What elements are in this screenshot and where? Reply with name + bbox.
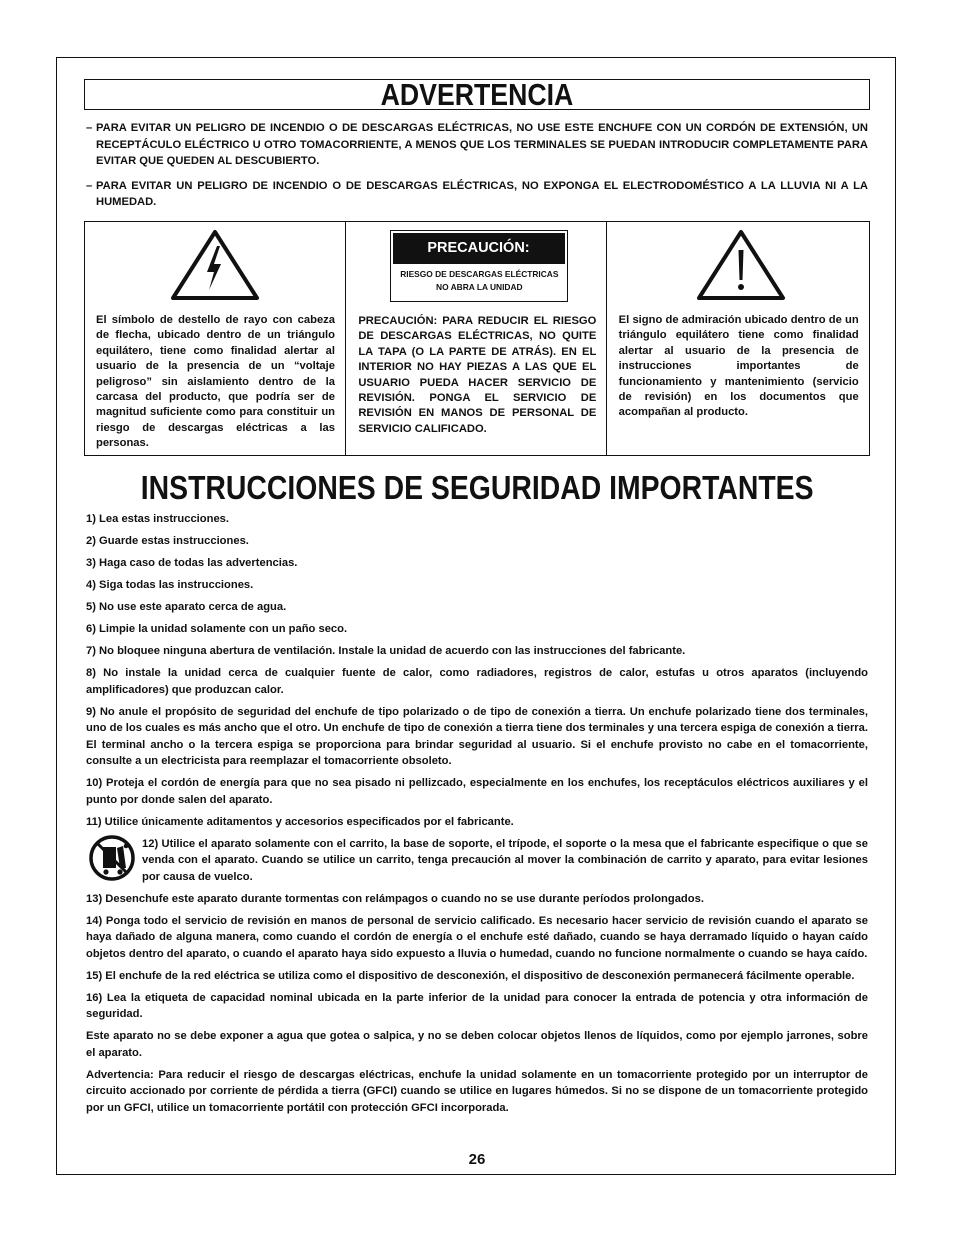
instruction-item-text: 12) Utilice el aparato solamente con el carrito, la base de soporte, el trípode, el soporte o la mesa que el fabricante especifique o que se venda con el aparato. Cuando se utilice un carrito, tenga precaución al mover la combinación de carrito y aparato, para evitar lesiones por causa de vuelco. [142, 837, 868, 883]
instruction-item: 2) Guarde estas instrucciones. [86, 535, 249, 547]
instruction-item: 11) Utilice únicamente aditamentos y accesorios especificados por el fabricante. [86, 815, 514, 828]
caution-label-box [390, 230, 568, 302]
warning-title: ADVERTENCIA [380, 77, 574, 112]
cart-tip-over-icon [86, 834, 138, 882]
exclamation-symbol-text: El signo de admiración ubicado dentro de un triángulo equilátero tiene como finalidad alertar al usuario de la presencia de instrucciones importantes de funcionamiento y mantenimiento (servicio de revisión) en los documentos que acompañan al producto. [618, 314, 859, 419]
instruction-item: 3) Haga caso de todas las advertencias. [86, 557, 298, 569]
instruction-item: 1) Lea estas instrucciones. [86, 513, 230, 525]
water-note: Este aparato no se debe exponer a agua que gotea o salpica, y no se deben colocar objetos llenos de líquidos, como por ejemplo jarrones, sobre el aparato. [86, 1030, 868, 1059]
instruction-item: 10) Proteja el cordón de energía para que no sea pisado ni pellizcado, especialmente en los enchufes, los receptáculos eléctricos auxiliares y el punto por donde salen del aparato. [86, 777, 868, 806]
instruction-item: 14) Ponga todo el servicio de revisión en manos de personal de servicio calificado. Es necesario hacer servicio de revisión cuando el aparato se haya dañado de alguna manera, como cuando el cordón de energía o el enchufe esté dañado, cuando se haya derramado líquido o hayan caído objetos dentro del aparato, o cuando el aparato haya sido expuesto a lluvia o humedad, cuando no funcione normalmente o cuando se haya caído. [86, 914, 868, 960]
instruction-item: 13) Desenchufe este aparato durante tormentas con relámpagos o cuando no se use durante períodos prolongados. [86, 892, 704, 905]
instruction-item: 4) Siga todas las instrucciones. [86, 579, 254, 591]
warning-item-text: PARA EVITAR UN PELIGRO DE INCENDIO O DE DESCARGAS ELÉCTRICAS, NO USE ESTE ENCHUFE CON UN CORDÓN DE EXTENSIÓN, UN RECEPTÁCULO ELÉCTRICO U OTRO TOMACORRIENTE, A MENOS QUE LOS TERMINALES SE PUEDAN INTRODUCIR COMPLETAMENTE PARA EVITAR QUE QUEDEN AL DESCUBIERTO. [96, 122, 868, 167]
warning-list [86, 120, 868, 219]
instruction-item: 9) No anule el propósito de seguridad del enchufe de tipo polarizado o de tipo de conexión a tierra. Un enchufe polarizado tiene dos terminales, uno de los cuales es más ancho que el otro. Un enchufe de tipo de conexión a tierra tiene dos terminales y una tercera espiga de conexión a tierra. El terminal ancho o la tercera espiga se proporciona para brindar seguridad al usuario. Si el enchufe provisto no cabe en el tomacorriente, consulte a un electricista para reemplazar el tomacorriente obsoleto. [86, 705, 868, 767]
lightning-symbol-cell [85, 222, 345, 455]
caution-label: PRECAUCIÓN: [393, 233, 565, 264]
instruction-item: 5) No use este aparato cerca de agua. [86, 601, 287, 613]
caution-sub-line: NO ABRA LA UNIDAD [436, 281, 523, 292]
caution-text: PRECAUCIÓN: PARA REDUCIR EL RIESGO DE DESCARGAS ELÉCTRICAS, NO QUITE LA TAPA (O LA PARTE DE ATRÁS). EN EL INTERIOR NO HAY PIEZAS A LAS QUE EL USUARIO PUEDA HACER SERVICIO DE REVISIÓN. PONGA EL SERVICIO DE REVISIÓN EN MANOS DE PERSONAL DE SERVICIO CALIFICADO. [358, 315, 597, 435]
instructions-title: INSTRUCCIONES DE SEGURIDAD IMPORTANTES [140, 469, 814, 506]
instructions-list [86, 511, 868, 1122]
instruction-item: 16) Lea la etiqueta de capacidad nominal ubicada en la parte inferior de la unidad para conocer la entrada de potencia y otra información de seguridad. [86, 991, 868, 1020]
warning-item: – PARA EVITAR UN PELIGRO DE INCENDIO O DE DESCARGAS ELÉCTRICAS, NO USE ESTE ENCHUFE CON UN CORDÓN DE EXTENSIÓN, UN RECEPTÁCULO ELÉCTRICO U OTRO TOMACORRIENTE, A MENOS QUE LOS TERMINALES SE PUEDAN INTRODUCIR COMPLETAMENTE PARA EVITAR QUE QUEDEN AL DESCUBIERTO. [86, 120, 868, 170]
lightning-symbol-text: El símbolo de destello de rayo con cabeza de flecha, ubicado dentro de un triángulo equilátero, tiene como finalidad alertar al usuario de la presencia de un “voltaje peligroso” sin aislamiento dentro de la carcasa del producto, que podría ser de magnitud suficiente como para constituir un riesgo de descargas eléctricas a las personas. [96, 314, 335, 450]
instruction-item: 8) No instale la unidad cerca de cualquier fuente de calor, como radiadores, registros de calor, estufas u otros aparatos (incluyendo amplificadores) que produzcan calor. [86, 667, 868, 696]
warning-title-box [84, 79, 870, 110]
caution-cell [345, 222, 605, 455]
exclamation-symbol-cell [606, 222, 869, 455]
safety-symbols-table [84, 221, 870, 456]
gfci-warning-note: Advertencia: Para reducir el riesgo de descargas eléctricas, enchufe la unidad solamente en un tomacorriente protegido por un interruptor de circuito accionado por corriente de pérdida a tierra (GFCI) cuando se utilice en lugares húmedos. Si no se dispone de un tomacorriente protegido por un GFCI, utilice un tomacorriente portátil con protección GFCI incorporada. [86, 1068, 868, 1114]
warning-item-text: PARA EVITAR UN PELIGRO DE INCENDIO O DE DESCARGAS ELÉCTRICAS, NO EXPONGA EL ELECTRODOMÉSTICO A LA LLUVIA NI A LA HUMEDAD. [96, 179, 868, 208]
instruction-item: 15) El enchufe de la red eléctrica se utiliza como el dispositivo de desconexión, el dispositivo de desconexión permanecerá fácilmente operable. [86, 969, 855, 982]
instruction-item-cart [86, 836, 868, 886]
exclamation-triangle-icon [695, 228, 787, 302]
caution-sub-line: RIESGO DE DESCARGAS ELÉCTRICAS [400, 269, 559, 279]
warning-item: – PARA EVITAR UN PELIGRO DE INCENDIO O DE DESCARGAS ELÉCTRICAS, NO EXPONGA EL ELECTRODOMÉSTICO A LA LLUVIA NI A LA HUMEDAD. [86, 178, 868, 211]
page-number: 26 [468, 1151, 486, 1168]
lightning-triangle-icon [169, 228, 261, 302]
instruction-item: 7) No bloquee ninguna abertura de ventilación. Instale la unidad de acuerdo con las instrucciones del fabricante. [86, 645, 686, 657]
instruction-item: 6) Limpie la unidad solamente con un paño seco. [86, 623, 348, 635]
